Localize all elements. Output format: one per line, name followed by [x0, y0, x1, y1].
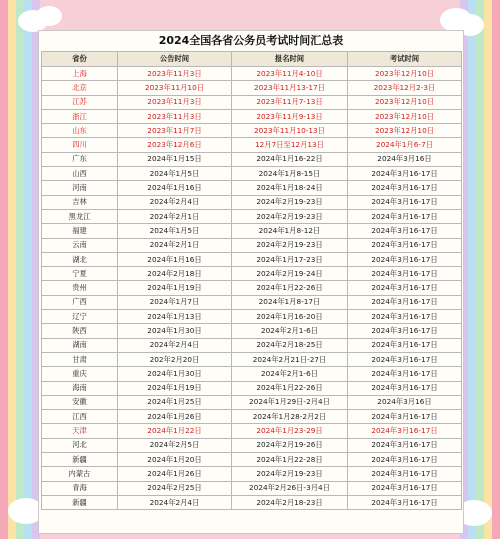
province-cell: 贵州: [42, 281, 118, 295]
register-date-cell: 2024年2月21日-27日: [232, 352, 348, 366]
table-row: [42, 195, 462, 209]
province-cell: 江西: [42, 410, 118, 424]
table-row: [42, 124, 462, 138]
table-row: [42, 267, 462, 281]
announce-date-cell: 2024年2月1日: [118, 238, 232, 252]
table-row: [42, 338, 462, 352]
table-header-row: [42, 52, 462, 67]
register-date-cell: 2023年11月4-10日: [232, 67, 348, 81]
announce-date-cell: 2023年11月10日: [118, 81, 232, 95]
exam-date-cell: 2024年3月16-17日: [348, 410, 462, 424]
announce-date-cell: 2024年2月25日: [118, 481, 232, 495]
table-row: [42, 438, 462, 452]
register-date-cell: 2024年2月19-24日: [232, 267, 348, 281]
table-row: [42, 453, 462, 467]
province-cell: 新疆: [42, 495, 118, 509]
register-date-cell: 2024年2月18-23日: [232, 495, 348, 509]
exam-date-cell: 2024年3月16-17日: [348, 324, 462, 338]
exam-date-cell: 2024年3月16-17日: [348, 224, 462, 238]
announce-date-cell: 2024年1月30日: [118, 324, 232, 338]
province-cell: 浙江: [42, 109, 118, 123]
announce-date-cell: 2024年2月4日: [118, 195, 232, 209]
announce-date-cell: 2023年11月3日: [118, 95, 232, 109]
exam-date-cell: 2024年3月16日: [348, 395, 462, 409]
table-row: [42, 395, 462, 409]
province-cell: 宁夏: [42, 267, 118, 281]
table-row: [42, 109, 462, 123]
exam-date-cell: 2024年3月16-17日: [348, 467, 462, 481]
announce-date-cell: 2024年2月1日: [118, 209, 232, 223]
exam-date-cell: 2024年3月16-17日: [348, 167, 462, 181]
table-row: [42, 295, 462, 309]
register-date-cell: 2023年11月13-17日: [232, 81, 348, 95]
exam-date-cell: 2024年3月16-17日: [348, 453, 462, 467]
province-cell: 云南: [42, 238, 118, 252]
exam-date-cell: 2024年3月16-17日: [348, 195, 462, 209]
exam-date-cell: 2024年3月16-17日: [348, 338, 462, 352]
announce-date-cell: 2024年1月20日: [118, 453, 232, 467]
table-row: [42, 381, 462, 395]
announce-date-cell: 2024年1月25日: [118, 395, 232, 409]
exam-date-cell: 2024年3月16-17日: [348, 381, 462, 395]
table-row: [42, 67, 462, 81]
cloud-decoration: [36, 6, 62, 26]
province-cell: 山西: [42, 167, 118, 181]
announce-date-cell: 2024年1月16日: [118, 181, 232, 195]
exam-date-cell: 2023年12月10日: [348, 67, 462, 81]
header-announce-date: 公告时间: [118, 52, 232, 67]
announce-date-cell: 2023年11月7日: [118, 124, 232, 138]
exam-schedule-card: [38, 30, 464, 534]
exam-date-cell: 2024年3月16-17日: [348, 438, 462, 452]
header-province: 省份: [42, 52, 118, 67]
register-date-cell: 2023年11月9-13日: [232, 109, 348, 123]
province-cell: 四川: [42, 138, 118, 152]
province-cell: 天津: [42, 424, 118, 438]
table-row: [42, 224, 462, 238]
register-date-cell: 2024年1月8-17日: [232, 295, 348, 309]
table-body: [42, 67, 462, 510]
register-date-cell: 12月7日至12月13日: [232, 138, 348, 152]
register-date-cell: 2024年1月23-29日: [232, 424, 348, 438]
register-date-cell: 2024年1月8-12日: [232, 224, 348, 238]
announce-date-cell: 2024年1月16日: [118, 252, 232, 266]
register-date-cell: 2024年2月19-23日: [232, 195, 348, 209]
table-row: [42, 281, 462, 295]
province-cell: 甘肃: [42, 352, 118, 366]
exam-date-cell: 2024年3月16-17日: [348, 181, 462, 195]
province-cell: 河北: [42, 438, 118, 452]
table-row: [42, 495, 462, 509]
table-row: [42, 324, 462, 338]
register-date-cell: 2024年2月1-6日: [232, 367, 348, 381]
exam-date-cell: 2024年1月6-7日: [348, 138, 462, 152]
exam-date-cell: 2024年3月16日: [348, 152, 462, 166]
announce-date-cell: 202年2月20日: [118, 352, 232, 366]
announce-date-cell: 2023年11月3日: [118, 67, 232, 81]
header-exam-date: 考试时间: [348, 52, 462, 67]
announce-date-cell: 2024年2月5日: [118, 438, 232, 452]
announce-date-cell: 2023年11月3日: [118, 109, 232, 123]
exam-date-cell: 2024年3月16-17日: [348, 209, 462, 223]
province-cell: 福建: [42, 224, 118, 238]
exam-date-cell: 2024年3月16-17日: [348, 238, 462, 252]
exam-date-cell: 2023年12月2-3日: [348, 81, 462, 95]
announce-date-cell: 2024年2月18日: [118, 267, 232, 281]
table-row: [42, 181, 462, 195]
exam-date-cell: 2023年12月10日: [348, 124, 462, 138]
province-cell: 重庆: [42, 367, 118, 381]
register-date-cell: 2023年11月10-13日: [232, 124, 348, 138]
register-date-cell: 2024年2月19-26日: [232, 438, 348, 452]
announce-date-cell: 2024年1月5日: [118, 224, 232, 238]
province-cell: 广东: [42, 152, 118, 166]
register-date-cell: 2024年1月22-28日: [232, 453, 348, 467]
province-cell: 吉林: [42, 195, 118, 209]
province-cell: 内蒙古: [42, 467, 118, 481]
table-row: [42, 481, 462, 495]
register-date-cell: 2024年2月19-23日: [232, 238, 348, 252]
province-cell: 海南: [42, 381, 118, 395]
province-cell: 黑龙江: [42, 209, 118, 223]
table-row: [42, 424, 462, 438]
exam-date-cell: 2024年3月16-17日: [348, 367, 462, 381]
table-row: [42, 138, 462, 152]
exam-date-cell: 2024年3月16-17日: [348, 267, 462, 281]
table-row: [42, 352, 462, 366]
register-date-cell: 2024年1月8-15日: [232, 167, 348, 181]
announce-date-cell: 2024年1月26日: [118, 467, 232, 481]
exam-date-cell: 2024年3月16-17日: [348, 252, 462, 266]
announce-date-cell: 2024年1月15日: [118, 152, 232, 166]
table-row: [42, 152, 462, 166]
exam-date-cell: 2024年3月16-17日: [348, 295, 462, 309]
register-date-cell: 2024年2月19-23日: [232, 467, 348, 481]
announce-date-cell: 2024年1月13日: [118, 310, 232, 324]
register-date-cell: 2024年1月16-22日: [232, 152, 348, 166]
announce-date-cell: 2024年1月7日: [118, 295, 232, 309]
register-date-cell: 2024年1月22-26日: [232, 281, 348, 295]
province-cell: 湖南: [42, 338, 118, 352]
header-register-date: 报名时间: [232, 52, 348, 67]
province-cell: 新疆: [42, 453, 118, 467]
register-date-cell: 2024年2月19-23日: [232, 209, 348, 223]
table-row: [42, 81, 462, 95]
announce-date-cell: 2024年2月4日: [118, 338, 232, 352]
exam-date-cell: 2024年3月16-17日: [348, 495, 462, 509]
register-date-cell: 2023年11月7-13日: [232, 95, 348, 109]
table-row: [42, 252, 462, 266]
province-cell: 山东: [42, 124, 118, 138]
province-cell: 北京: [42, 81, 118, 95]
exam-date-cell: 2024年3月16-17日: [348, 310, 462, 324]
province-cell: 江苏: [42, 95, 118, 109]
announce-date-cell: 2024年1月30日: [118, 367, 232, 381]
register-date-cell: 2024年1月29日-2月4日: [232, 395, 348, 409]
table-row: [42, 167, 462, 181]
register-date-cell: 2024年1月18-24日: [232, 181, 348, 195]
register-date-cell: 2024年2月18-25日: [232, 338, 348, 352]
province-cell: 河南: [42, 181, 118, 195]
announce-date-cell: 2023年12月6日: [118, 138, 232, 152]
register-date-cell: 2024年2月26日-3月4日: [232, 481, 348, 495]
province-cell: 陕西: [42, 324, 118, 338]
exam-date-cell: 2024年3月16-17日: [348, 352, 462, 366]
exam-schedule-table: [41, 51, 462, 510]
register-date-cell: 2024年1月17-23日: [232, 252, 348, 266]
province-cell: 湖北: [42, 252, 118, 266]
province-cell: 辽宁: [42, 310, 118, 324]
register-date-cell: 2024年1月28-2月2日: [232, 410, 348, 424]
announce-date-cell: 2024年1月19日: [118, 381, 232, 395]
exam-date-cell: 2024年3月16-17日: [348, 481, 462, 495]
announce-date-cell: 2024年1月5日: [118, 167, 232, 181]
province-cell: 广西: [42, 295, 118, 309]
exam-date-cell: 2023年12月10日: [348, 95, 462, 109]
register-date-cell: 2024年1月22-26日: [232, 381, 348, 395]
exam-date-cell: 2023年12月10日: [348, 109, 462, 123]
table-row: [42, 95, 462, 109]
table-row: [42, 238, 462, 252]
announce-date-cell: 2024年1月19日: [118, 281, 232, 295]
page-title: 2024全国各省公务员考试时间汇总表: [39, 31, 463, 51]
announce-date-cell: 2024年2月4日: [118, 495, 232, 509]
table-row: [42, 310, 462, 324]
province-cell: 青海: [42, 481, 118, 495]
register-date-cell: 2024年1月16-20日: [232, 310, 348, 324]
table-row: [42, 367, 462, 381]
exam-date-cell: 2024年3月16-17日: [348, 281, 462, 295]
province-cell: 安徽: [42, 395, 118, 409]
table-row: [42, 467, 462, 481]
table-row: [42, 410, 462, 424]
table-row: [42, 209, 462, 223]
province-cell: 上海: [42, 67, 118, 81]
exam-date-cell: 2024年3月16-17日: [348, 424, 462, 438]
announce-date-cell: 2024年1月22日: [118, 424, 232, 438]
announce-date-cell: 2024年1月26日: [118, 410, 232, 424]
register-date-cell: 2024年2月1-6日: [232, 324, 348, 338]
